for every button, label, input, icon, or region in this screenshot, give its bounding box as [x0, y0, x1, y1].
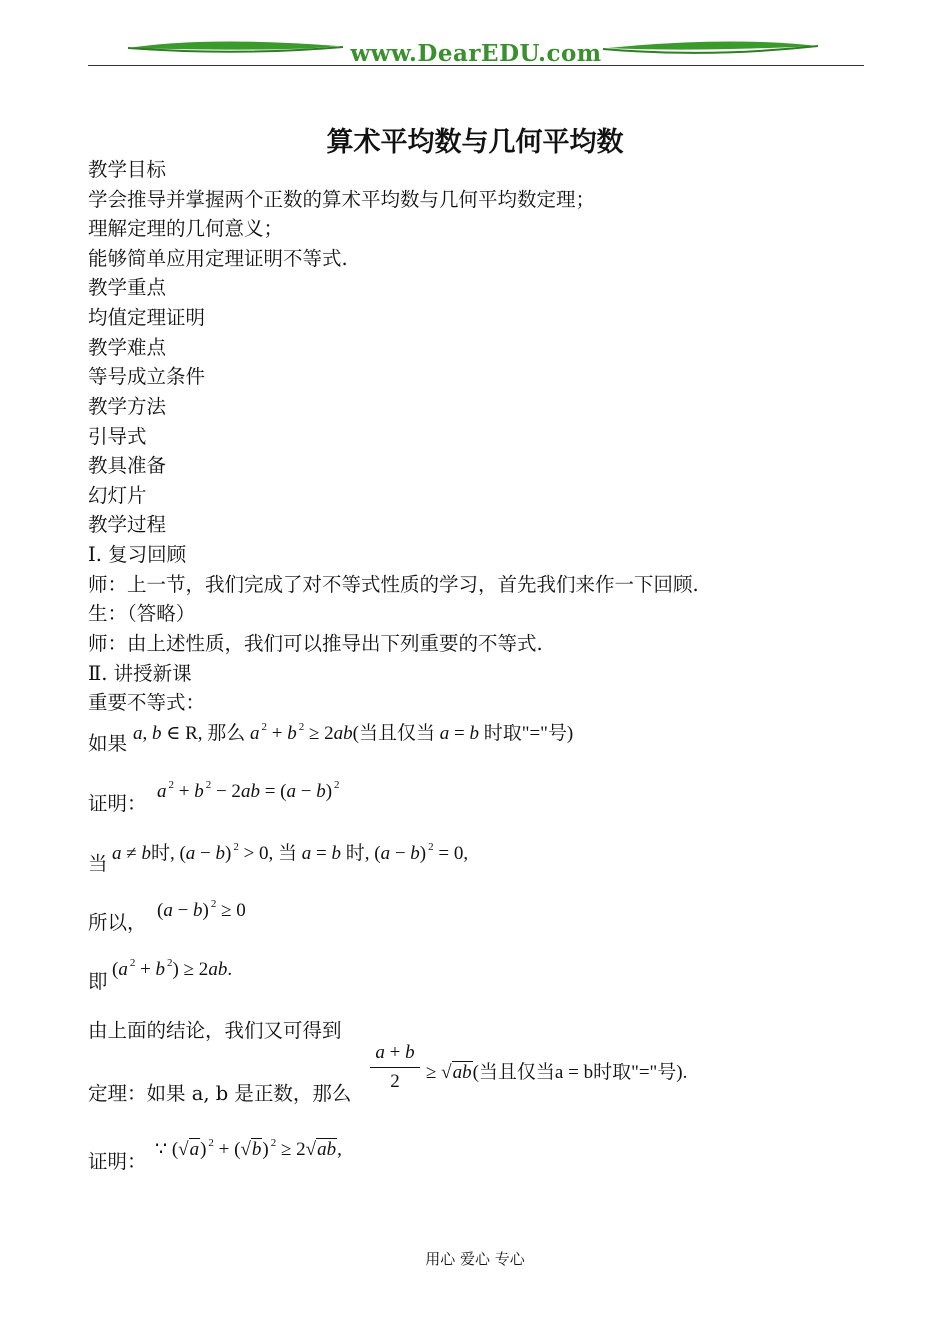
- site-logo-text: www.DearEDU.com: [350, 40, 602, 67]
- text-line: 引导式: [88, 425, 147, 448]
- text-line: 学会推导并掌握两个正数的算术平均数与几何平均数定理；: [88, 188, 596, 211]
- inequality-statement: a, b ∈ R, 那么 a $^2$ + b $^2$ ≥ 2ab(当且仅当 a = b 时取"="号): [133, 721, 574, 744]
- theorem-label: 定理：如果 a, b 是正数，那么: [88, 1082, 352, 1105]
- page-footer: 用心 爱心 专心: [425, 1250, 525, 1268]
- proof-equation: a $^2$ + b $^2$ − 2ab = (a − b) $^2$: [157, 779, 340, 802]
- text-line: 师：由上述性质，我们可以推导出下列重要的不等式.: [88, 632, 543, 655]
- math-label: 即: [88, 970, 108, 993]
- text-line: 教学过程: [88, 513, 167, 536]
- text-line: 幻灯片: [88, 484, 147, 507]
- text-line: 能够简单应用定理证明不等式.: [88, 247, 348, 270]
- math-label: 所以，: [88, 911, 147, 934]
- text-line: Ⅱ. 讲授新课: [88, 662, 192, 685]
- math-label: 如果: [88, 732, 128, 755]
- text-line: 均值定理证明: [88, 306, 206, 329]
- text-line: 等号成立条件: [88, 365, 206, 388]
- theorem-proof: ∵ (√a) $^2$ + (√b) $^2$ ≥ 2√ab,: [155, 1137, 342, 1160]
- math-label: 证明：: [88, 1150, 147, 1173]
- result-inequality: (a $^2$ + b $^2$) ≥ 2ab.: [112, 957, 233, 980]
- text-line: 生：（答略）: [88, 602, 196, 625]
- text-line: 师：上一节，我们完成了对不等式性质的学习，首先我们来作一下回顾.: [88, 573, 699, 596]
- header-divider: [88, 65, 864, 66]
- text-line: 教学方法: [88, 395, 167, 418]
- site-header-banner: [88, 30, 864, 70]
- text-line: 理解定理的几何意义；: [88, 217, 284, 240]
- theorem-inequality: ≥ √ab(当且仅当a = b时取"="号).: [426, 1062, 688, 1083]
- conclusion-inequality: (a − b) $^2$ ≥ 0: [157, 898, 246, 921]
- text-line: Ⅰ. 复习回顾: [88, 543, 187, 566]
- text-line: 教学目标: [88, 158, 167, 181]
- page-title: 算术平均数与几何平均数: [326, 127, 624, 158]
- text-line: 教学难点: [88, 336, 167, 359]
- case-analysis: a ≠ b时, (a − b) $^2$ > 0, 当 a = b 时, (a − b) $^2$ = 0,: [112, 841, 469, 864]
- text-line: 教学重点: [88, 276, 167, 299]
- math-label: 证明：: [88, 792, 147, 815]
- text-line: 重要不等式：: [88, 691, 206, 714]
- text-line: 教具准备: [88, 454, 167, 477]
- mean-fraction: a + b 2: [370, 1042, 420, 1093]
- math-label: 当: [88, 852, 108, 875]
- text-line: 由上面的结论，我们又可得到: [88, 1019, 342, 1042]
